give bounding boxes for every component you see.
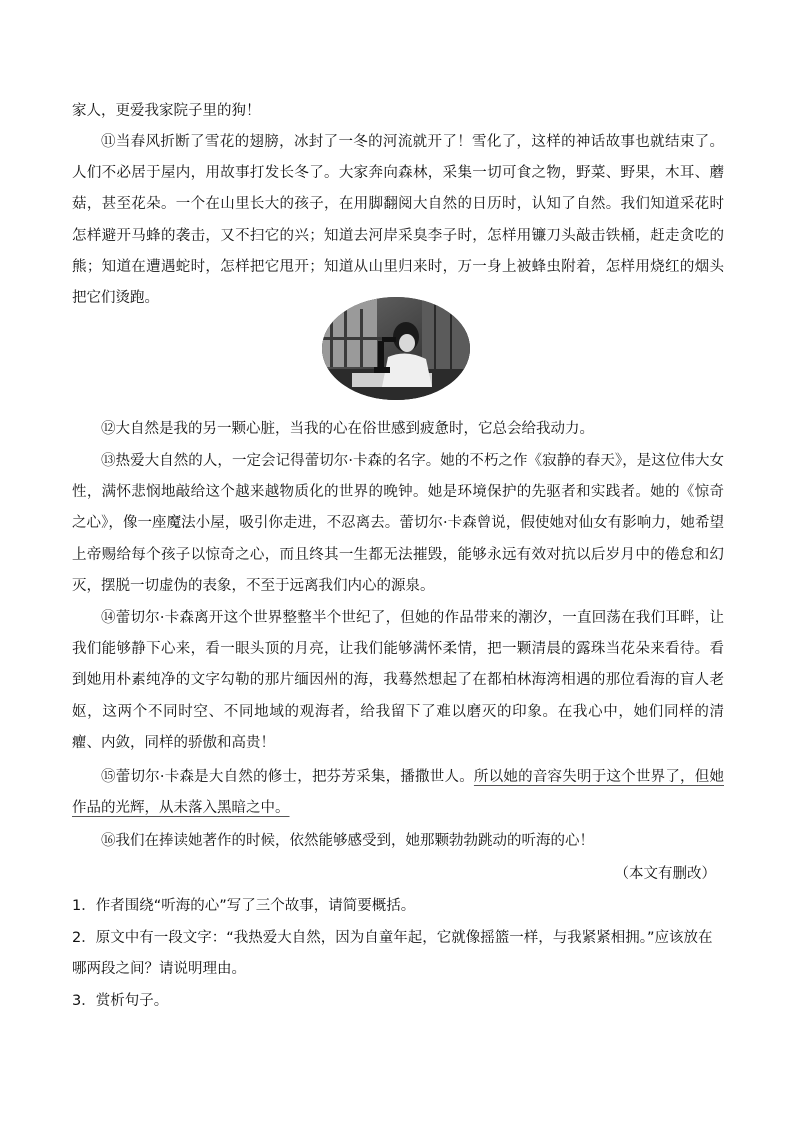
paragraph-14: ⑭蕾切尔·卡森离开这个世界整整半个世纪了，但她的作品带来的潮汐，一直回荡在我们耳畔，让我们能够静下心来，看一眼头顶的月亮，让我们能够满怀柔情，把一颗清晨的露珠当花朵来看待。看到她用朴素纯净的文字勾勒的那片缅因州的海，我蓦然想起了在都柏林海湾相遇的那位看海的盲人老妪，这两个不同时空、不同地域的观海者，给我留下了难以磨灭的印象。在我心中，她们同样的清癯、内敛，同样的骄傲和高贵！ [72, 610, 724, 751]
woman-with-microscope-photo [322, 297, 470, 400]
paragraph-11: ⑪当春风折断了雪花的翅膀，冰封了一冬的河流就开了！雪化了，这样的神话故事也就结束了。人们不必居于屋内，用故事打发长冬了。大家奔向森林，采集一切可食之物，野菜、野果，木耳、蘑菇，甚至花朵。一个在山里长大的孩子，在用脚翻阅大自然的日历时，认知了自然。我们知道采花时怎样避开马蜂的袭击，又不扫它的兴；知道去河岸采臭李子时，怎样用镰刀头敲击铁桶，赶走贪吃的熊；知道在遭遇蛇时，怎样把它甩开；知道从山里归来时，万一身上被蜂虫附着，怎样用烧红的烟头把它们烫跑。 [72, 134, 724, 307]
paragraph-13: ⑬热爱大自然的人，一定会记得蕾切尔·卡森的名字。她的不朽之作《寂静的春天》，是这位伟大女性，满怀悲悯地敲给这个越来越物质化的世界的晚钟。她是环境保护的先驱者和实践者。她的《惊奇之心》，像一座魔法小屋，吸引你走进，不忍离去。蕾切尔·卡森曾说，假使她对仙女有影响力，她希望上帝赐给每个孩子以惊奇之心，而且终其一生都无法摧毁，能够永远有效对抗以后岁月中的倦怠和幻灭，摆脱一切虚伪的表象，不至于远离我们内心的源泉。 [72, 453, 724, 594]
question-3: 3．赏析句子。 [72, 993, 169, 1009]
paragraph-12: ⑫大自然是我的另一颗心脏，当我的心在俗世感到疲惫时，它总会给我动力。 [101, 421, 594, 437]
paragraph-15 [72, 762, 724, 824]
underlined-sentence: 所以她的音容失明于这个世界了，但她作品的光辉，从未落入黑暗之中。 [72, 769, 724, 817]
paragraph-16: ⑯我们在捧读她著作的时候，依然能够感受到，她那颗勃勃跳动的听海的心！ [101, 833, 594, 849]
paragraph-15-lead: ⑮蕾切尔·卡森是大自然的修士，把芬芳采集，播撒世人。 [101, 769, 474, 785]
source-note: （本文有删改） [614, 866, 716, 882]
paragraph-10-end: 家人，更爱我家院子里的狗！ [72, 103, 261, 119]
photo-illustration-icon [322, 297, 470, 400]
question-1: 1．作者围绕“听海的心”写了三个故事，请简要概括。 [72, 898, 416, 914]
question-2: 2．原文中有一段文字：“我热爱大自然，因为自童年起，它就像摇篮一样，与我紧紧相拥。”应该放在哪两段之间？请说明理由。 [72, 930, 713, 977]
